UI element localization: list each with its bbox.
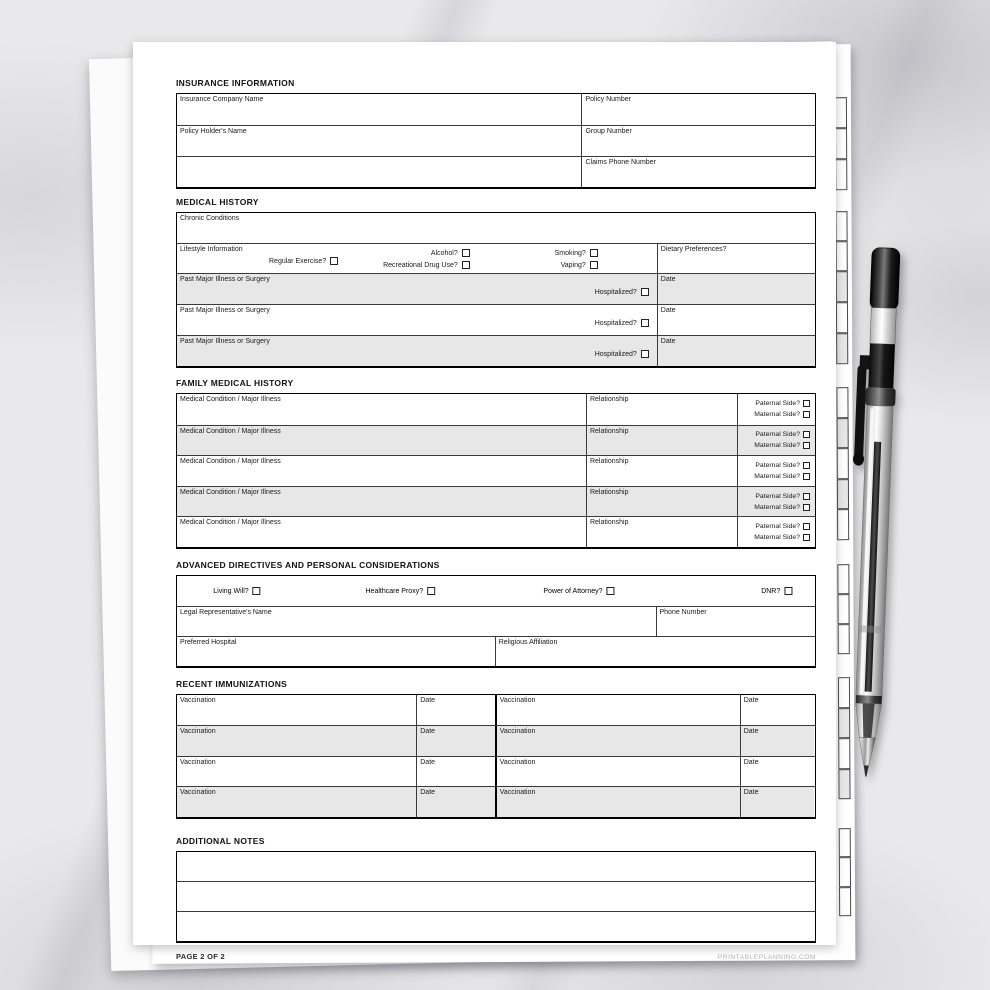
directives-checkbox-row [177, 576, 815, 606]
table-row [177, 156, 815, 187]
vaccination-date-field[interactable] [416, 787, 494, 817]
checkbox-label: Smoking? [554, 250, 586, 257]
field-label: Date [743, 696, 759, 704]
paternal-option [755, 430, 810, 439]
field-label: Date [420, 789, 436, 797]
vaccination-date-field[interactable] [740, 695, 815, 726]
underlying-page-cell [837, 448, 849, 479]
pen-cap-collar [865, 387, 896, 406]
page-footer [176, 952, 816, 961]
pen-cap-top [870, 247, 900, 310]
vaccination-field[interactable] [177, 757, 416, 787]
maternal-option [754, 410, 810, 419]
power-of-attorney-option [543, 587, 614, 595]
checkbox-label: Hospitalized? [594, 320, 637, 327]
family-history-section-title: FAMILY MEDICAL HISTORY [176, 378, 294, 388]
ballpoint-pen [850, 246, 930, 786]
underlying-page-cell [835, 97, 847, 128]
vaccination-field[interactable] [177, 726, 416, 756]
field-label: Medical Condition / Major Illness [180, 458, 281, 466]
checkbox-label: Living Will? [213, 587, 249, 595]
field-label: Preferred Hospital [180, 638, 237, 646]
field-label: Vaccination [180, 728, 216, 736]
field-label: Relationship [589, 396, 629, 403]
paternal-checkbox[interactable] [803, 523, 810, 530]
policy-number-field[interactable] [581, 94, 815, 125]
vaccination-field[interactable] [495, 695, 740, 726]
field-label: Date [660, 276, 676, 283]
hospitalized-option [595, 350, 649, 359]
field-label: Date [660, 307, 676, 314]
advanced-directives-section-title: ADVANCED DIRECTIVES AND PERSONAL CONSIDERATIONS [176, 559, 440, 570]
group-number-field[interactable] [581, 126, 815, 156]
insurance-table [176, 93, 816, 189]
legal-representative-field[interactable] [177, 607, 656, 636]
dietary-preferences-field[interactable] [657, 244, 815, 273]
maternal-option [754, 503, 810, 512]
field-label: Date [420, 728, 436, 736]
checkbox-label: Recreational Drug Use? [383, 262, 458, 269]
family-relationship-field[interactable] [586, 394, 737, 425]
past-illness-date-field[interactable] [657, 336, 815, 366]
smoking-checkbox[interactable] [590, 249, 598, 257]
table-row [177, 695, 815, 726]
past-illness-field[interactable] [177, 305, 657, 335]
underlying-page-cell [837, 509, 849, 540]
checkbox-label: Paternal Side? [755, 461, 800, 469]
field-label: Relationship [589, 427, 629, 435]
dnr-option [761, 587, 792, 595]
phone-number-field[interactable] [656, 607, 816, 636]
table-row [177, 394, 815, 425]
field-label: Relationship [589, 488, 629, 496]
field-label: Vaccination [180, 758, 216, 766]
maternal-checkbox[interactable] [803, 442, 810, 449]
checkbox-label: Maternal Side? [754, 503, 800, 511]
smoking-option [555, 250, 598, 257]
underlying-page-cell [839, 828, 851, 857]
chronic-conditions-field[interactable] [177, 213, 815, 243]
medical-history-section-title: MEDICAL HISTORY [176, 197, 259, 207]
policy-holder-field[interactable] [177, 126, 581, 156]
insurance-extra-field[interactable] [177, 157, 581, 187]
maternal-checkbox[interactable] [803, 504, 810, 511]
vaccination-date-field[interactable] [416, 695, 494, 726]
field-label: Phone Number [659, 608, 707, 616]
checkbox-label: Maternal Side? [754, 442, 800, 450]
underlying-page-cell [836, 241, 848, 271]
vaccination-field[interactable] [495, 787, 740, 817]
healthcare-proxy-checkbox[interactable] [427, 587, 435, 595]
vaccination-date-field[interactable] [740, 726, 815, 756]
underlying-page-cell [836, 302, 848, 333]
field-label: Date [420, 758, 436, 766]
immunizations-table [176, 694, 816, 819]
healthcare-proxy-option [366, 587, 436, 595]
table-row [177, 304, 815, 335]
regular-exercise-checkbox[interactable] [330, 257, 338, 265]
family-condition-field[interactable] [177, 517, 586, 547]
advanced-directives-table [176, 575, 816, 668]
immunizations-section-title: RECENT IMMUNIZATIONS [176, 678, 288, 689]
table-row [177, 425, 815, 456]
family-history-table [176, 393, 816, 549]
field-label: Lifestyle Information [180, 246, 243, 253]
vaccination-date-field[interactable] [740, 757, 815, 787]
table-row [177, 911, 815, 940]
table-row [177, 335, 815, 366]
dnr-checkbox[interactable] [784, 587, 792, 595]
checkbox-label: Alcohol? [430, 250, 458, 257]
family-condition-field[interactable] [177, 456, 586, 486]
table-row [177, 486, 815, 517]
past-illness-date-field[interactable] [657, 305, 815, 335]
underlying-page-cell [836, 271, 848, 302]
checkbox-label: DNR? [761, 587, 781, 595]
table-row [177, 243, 815, 273]
table-row [177, 516, 815, 547]
notes-line-field[interactable] [177, 882, 815, 911]
additional-notes-table [176, 851, 816, 943]
field-label: Vaccination [180, 789, 216, 797]
table-row [177, 455, 815, 486]
alcohol-drug-options [383, 248, 470, 272]
drug-use-checkbox[interactable] [462, 261, 470, 269]
maternal-option [754, 533, 810, 542]
table-row [177, 852, 815, 881]
living-will-option [213, 587, 260, 595]
family-relationship-field[interactable] [586, 426, 737, 456]
past-illness-field[interactable] [177, 336, 657, 366]
underlying-page-cell [838, 624, 850, 654]
checkbox-label: Paternal Side? [755, 431, 800, 439]
field-label: Insurance Company Name [180, 96, 264, 103]
vaping-option [561, 262, 598, 269]
underlying-page-cell [838, 769, 850, 799]
maternal-checkbox[interactable] [803, 473, 810, 480]
underlying-page-cell [839, 887, 851, 916]
maternal-checkbox[interactable] [803, 534, 810, 541]
table-row [177, 756, 815, 787]
field-label: Relationship [589, 519, 629, 527]
website-label: PRINTABLEPLANNING.COM [717, 953, 816, 961]
table-row [177, 125, 815, 156]
power-of-attorney-checkbox[interactable] [607, 587, 615, 595]
underlying-page-cell [835, 159, 847, 190]
field-label: Legal Representative's Name [180, 608, 272, 616]
vaccination-date-field[interactable] [740, 787, 815, 817]
hospitalized-option [595, 319, 649, 328]
underlying-page-cell [838, 677, 850, 708]
underlying-page-cell [837, 594, 849, 624]
field-label: Claims Phone Number [585, 159, 656, 166]
past-illness-field[interactable] [177, 274, 657, 304]
pen-metal-cone [858, 737, 875, 766]
checkbox-label: Maternal Side? [754, 411, 800, 419]
underlying-page-cell [839, 857, 851, 887]
checkbox-label: Regular Exercise? [269, 258, 327, 265]
past-illness-date-field[interactable] [657, 274, 815, 304]
field-label: Vaccination [499, 758, 536, 766]
field-label: Chronic Conditions [180, 215, 240, 222]
pen-clip [854, 365, 867, 463]
family-condition-field[interactable] [177, 394, 586, 425]
checkbox-label: Hospitalized? [594, 351, 637, 358]
claims-phone-field[interactable] [581, 157, 815, 187]
underlying-page-cell [838, 708, 850, 738]
table-row [177, 725, 815, 756]
field-label: Policy Number [585, 96, 631, 103]
paternal-option [755, 522, 810, 531]
hospitalized-checkbox[interactable] [641, 319, 649, 327]
vaccination-field[interactable] [177, 787, 416, 817]
underlying-page-cell [837, 418, 849, 448]
field-label: Relationship [589, 458, 629, 466]
alcohol-option [431, 250, 470, 257]
hospitalized-option [595, 288, 649, 297]
field-label: Date [743, 758, 759, 766]
table-row [177, 606, 815, 636]
living-will-checkbox[interactable] [253, 587, 261, 595]
checkbox-label: Maternal Side? [754, 472, 800, 480]
additional-notes-section-title: ADDITIONAL NOTES [176, 835, 265, 846]
regular-exercise-option [269, 257, 338, 266]
family-sides-field [737, 426, 815, 456]
field-label: Policy Holder's Name [180, 128, 247, 135]
hospitalized-checkbox[interactable] [641, 288, 649, 296]
table-row [177, 94, 815, 125]
pen-cap-window [870, 307, 896, 344]
field-label: Past Major Illness or Surgery [180, 276, 270, 283]
family-relationship-field[interactable] [586, 517, 737, 547]
underlying-page-cell [837, 564, 849, 594]
notes-line-field[interactable] [177, 852, 815, 881]
pen-tip [863, 766, 868, 777]
family-sides-field [737, 517, 815, 547]
paternal-checkbox[interactable] [803, 400, 810, 407]
underlying-page-cell [836, 333, 848, 364]
insurance-section-title: INSURANCE INFORMATION [176, 78, 295, 88]
paternal-option [755, 399, 810, 408]
insurance-company-field[interactable] [177, 94, 581, 125]
underlying-page-cell [837, 479, 849, 509]
paternal-checkbox[interactable] [803, 462, 810, 469]
ballpoint-pen-graphic [850, 246, 930, 786]
family-relationship-field[interactable] [586, 456, 737, 486]
lifestyle-information-field[interactable] [177, 244, 657, 273]
family-condition-field[interactable] [177, 487, 586, 517]
checkbox-label: Hospitalized? [594, 289, 637, 296]
underlying-page-cell [835, 128, 847, 159]
field-label: Vaccination [499, 789, 536, 797]
field-label: Date [420, 696, 436, 704]
family-sides-field [737, 456, 815, 486]
checkbox-label: Paternal Side? [755, 492, 800, 500]
field-label: Dietary Preferences? [660, 246, 727, 253]
maternal-option [754, 472, 810, 481]
table-row [177, 786, 815, 817]
table-row [177, 636, 815, 666]
page-number-label: PAGE 2 OF 2 [176, 951, 226, 961]
maternal-checkbox[interactable] [803, 411, 810, 418]
table-row [177, 881, 815, 911]
field-label: Date [743, 728, 759, 736]
field-label: Group Number [585, 128, 632, 135]
checkbox-label: Paternal Side? [755, 523, 800, 531]
drug-use-option [383, 262, 470, 269]
underlying-page-cell [838, 738, 850, 769]
paternal-option [755, 492, 810, 501]
field-label: Past Major Illness or Surgery [180, 338, 270, 345]
form-content [176, 78, 816, 961]
vaccination-field[interactable] [177, 695, 416, 726]
field-label: Vaccination [499, 696, 536, 704]
field-label: Religious Affiliation [498, 638, 558, 646]
checkbox-label: Power of Attorney? [543, 587, 603, 595]
checkbox-label: Maternal Side? [754, 534, 800, 542]
family-sides-field [737, 487, 815, 517]
paternal-option [755, 461, 810, 470]
table-row [177, 273, 815, 304]
family-relationship-field[interactable] [586, 487, 737, 517]
vaping-checkbox[interactable] [590, 261, 598, 269]
field-label: Date [660, 338, 676, 345]
field-label: Past Major Illness or Surgery [180, 307, 270, 314]
field-label: Medical Condition / Major Illness [180, 488, 281, 496]
alcohol-checkbox[interactable] [462, 249, 470, 257]
smoking-vaping-options [555, 248, 598, 272]
field-label: Medical Condition / Major Illness [180, 396, 281, 403]
underlying-page-cell [836, 387, 848, 418]
maternal-option [754, 441, 810, 450]
checkbox-label: Vaping? [560, 262, 586, 269]
vaccination-field[interactable] [495, 757, 740, 787]
religious-affiliation-field[interactable] [495, 637, 815, 666]
medical-history-table [176, 212, 816, 368]
vaccination-date-field[interactable] [416, 726, 494, 756]
field-label: Date [743, 789, 759, 797]
paternal-checkbox[interactable] [803, 493, 810, 500]
underlying-page-cell [835, 211, 847, 241]
pen-cap-band [868, 343, 895, 388]
hospitalized-checkbox[interactable] [641, 350, 649, 358]
paternal-checkbox[interactable] [803, 431, 810, 438]
field-label: Medical Condition / Major Illness [180, 427, 281, 435]
field-label: Medical Condition / Major Illness [180, 519, 281, 527]
family-sides-field [737, 394, 815, 425]
table-row [177, 213, 815, 243]
checkbox-label: Paternal Side? [755, 400, 800, 408]
notes-line-field[interactable] [177, 912, 815, 940]
vaccination-field[interactable] [495, 726, 740, 756]
field-label: Vaccination [499, 728, 536, 736]
family-condition-field[interactable] [177, 426, 586, 456]
checkbox-label: Healthcare Proxy? [365, 587, 424, 595]
vaccination-date-field[interactable] [416, 757, 494, 787]
preferred-hospital-field[interactable] [177, 637, 495, 666]
medical-form-page [133, 42, 836, 961]
field-label: Vaccination [180, 696, 216, 704]
